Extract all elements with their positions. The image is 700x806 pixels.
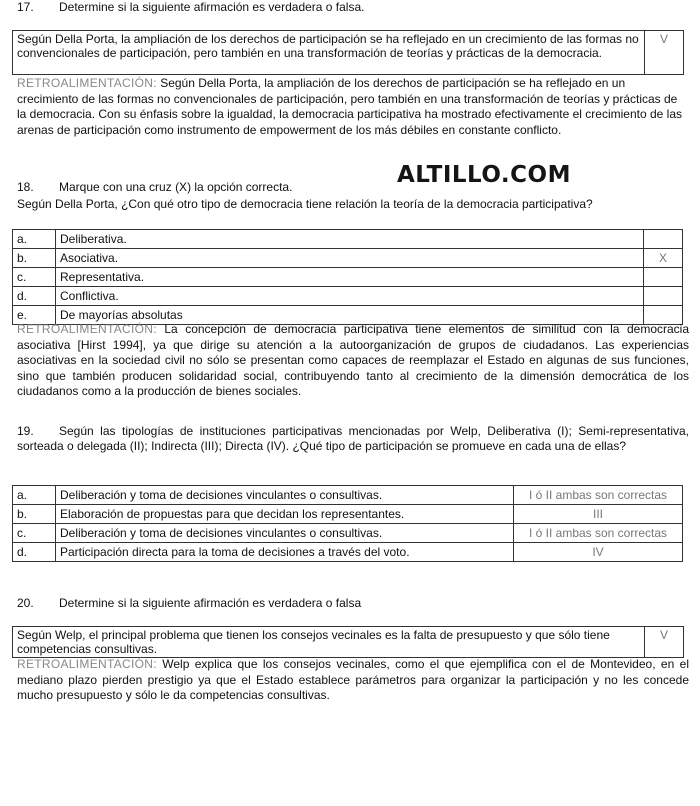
option-text: Conflictiva. xyxy=(56,287,644,306)
row-text: Deliberación y toma de decisiones vinculantes o consultivas. xyxy=(56,486,514,505)
q20-feedback xyxy=(17,657,689,704)
row-answer: III xyxy=(514,505,683,524)
row-letter: c. xyxy=(13,524,56,543)
q18-instruction: Marque con una cruz (X) la opción correcta. xyxy=(59,180,293,194)
row-text: Elaboración de propuestas para que decidan los representantes. xyxy=(56,505,514,524)
q18-feedback-label: RETROALIMENTACIÓN: xyxy=(17,322,157,336)
option-mark[interactable]: X xyxy=(644,249,683,268)
option-mark[interactable] xyxy=(644,230,683,249)
table-row[interactable] xyxy=(13,230,683,249)
q17-answer: V xyxy=(659,32,668,46)
table-row[interactable] xyxy=(13,249,683,268)
table-row xyxy=(13,486,683,505)
q18-feedback xyxy=(17,322,689,400)
row-answer: I ó II ambas son correctas xyxy=(514,524,683,543)
row-text: Participación directa para la toma de decisiones a través del voto. xyxy=(56,543,514,562)
option-text: Deliberativa. xyxy=(56,230,644,249)
option-text: De mayorías absolutas xyxy=(56,306,644,325)
q20-feedback-label: RETROALIMENTACIÓN: xyxy=(17,657,157,671)
row-answer: I ó II ambas son correctas xyxy=(514,486,683,505)
q17-instruction: Determine si la siguiente afirmación es verdadera o falsa. xyxy=(59,0,365,14)
q20-feedback-text: Welp explica que los consejos vecinales, como el que ejemplifica con el de Montevideo, en el mediano plazo pierden prestigio ya que el Estado establece parámetros para organizar la participación y no les concede mucho presupuesto y sólo le da competencias consultivas. xyxy=(17,657,689,702)
q17-feedback xyxy=(17,76,689,138)
row-answer: IV xyxy=(514,543,683,562)
q17-heading xyxy=(17,0,364,14)
option-letter: b. xyxy=(13,249,56,268)
table-row xyxy=(13,524,683,543)
q18-feedback-text: La concepción de democracia participativa tiene elementos de similitud con la democracia asociativa [Hirst 1994], ya que dirige su atención a la autoorganización de grupos de ciudadanos. Las experiencias asociativas en la sociedad civil no sólo se presentan como capaces de reemplazar el Estado en algunas de sus funciones, sino que también producen solidaridad social, contribuyendo tanto al crecimiento de la dimensión democrática de los ciudadanos como a la producción de bienes sociales. xyxy=(17,322,689,398)
table-row[interactable] xyxy=(13,268,683,287)
q19-question-block xyxy=(17,424,689,454)
row-letter: a. xyxy=(13,486,56,505)
q18-heading xyxy=(17,180,292,194)
q20-statement-box xyxy=(12,626,684,658)
table-row[interactable] xyxy=(13,287,683,306)
row-text: Deliberación y toma de decisiones vinculantes o consultivas. xyxy=(56,524,514,543)
option-letter: e. xyxy=(13,306,56,325)
option-letter: a. xyxy=(13,230,56,249)
q18-number: 18. xyxy=(17,180,34,194)
row-letter: b. xyxy=(13,505,56,524)
q20-instruction: Determine si la siguiente afirmación es verdadera o falsa xyxy=(59,596,362,610)
q20-answer: V xyxy=(659,628,668,642)
option-text: Representativa. xyxy=(56,268,644,287)
option-mark[interactable] xyxy=(644,287,683,306)
option-letter: c. xyxy=(13,268,56,287)
q17-feedback-label: RETROALIMENTACIÓN: xyxy=(17,76,157,90)
q19-matching-table xyxy=(12,485,683,562)
q17-statement: Según Della Porta, la ampliación de los derechos de participación se ha reflejado en un crecimiento de las formas no convencionales de participación, pero también en una transformación de teorías y prácticas de la democracia. xyxy=(13,31,645,74)
q20-number: 20. xyxy=(17,596,34,610)
q18-question: Según Della Porta, ¿Con qué otro tipo de democracia tiene relación la teoría de la democracia participativa? xyxy=(17,197,593,211)
altillo-logo: ALTILLO.COM xyxy=(397,162,571,188)
q19-number: 19. xyxy=(17,424,34,438)
q18-options-table xyxy=(12,229,683,325)
option-text: Asociativa. xyxy=(56,249,644,268)
q20-heading xyxy=(17,596,361,610)
option-mark[interactable] xyxy=(644,268,683,287)
option-letter: d. xyxy=(13,287,56,306)
table-row xyxy=(13,543,683,562)
q17-number: 17. xyxy=(17,0,34,14)
row-letter: d. xyxy=(13,543,56,562)
q20-statement: Según Welp, el principal problema que tienen los consejos vecinales es la falta de presupuesto y que sólo tiene competencias consultivas. xyxy=(13,627,645,657)
q19-question: Según las tipologías de instituciones participativas mencionadas por Welp, Deliberativa (I); Semi-representativa, sorteada o delegada (II); Indirecta (III); Directa (IV). ¿Qué tipo de participación se promueve en cada una de ellas? xyxy=(17,424,689,453)
q17-statement-box xyxy=(12,30,684,75)
table-row xyxy=(13,505,683,524)
q17-feedback-text: Según Della Porta, la ampliación de los derechos de participación se ha reflejado en un crecimiento de las formas no convencionales de participación, pero también en una transformación de teorías y prácticas de la democracia. Con su énfasis sobre la igualdad, la democracia participativa ha mostrado efectivamente el crecimiento de las arenas de participación como instrumento de empowerment de los más débiles en constante conflicto. xyxy=(17,76,683,137)
